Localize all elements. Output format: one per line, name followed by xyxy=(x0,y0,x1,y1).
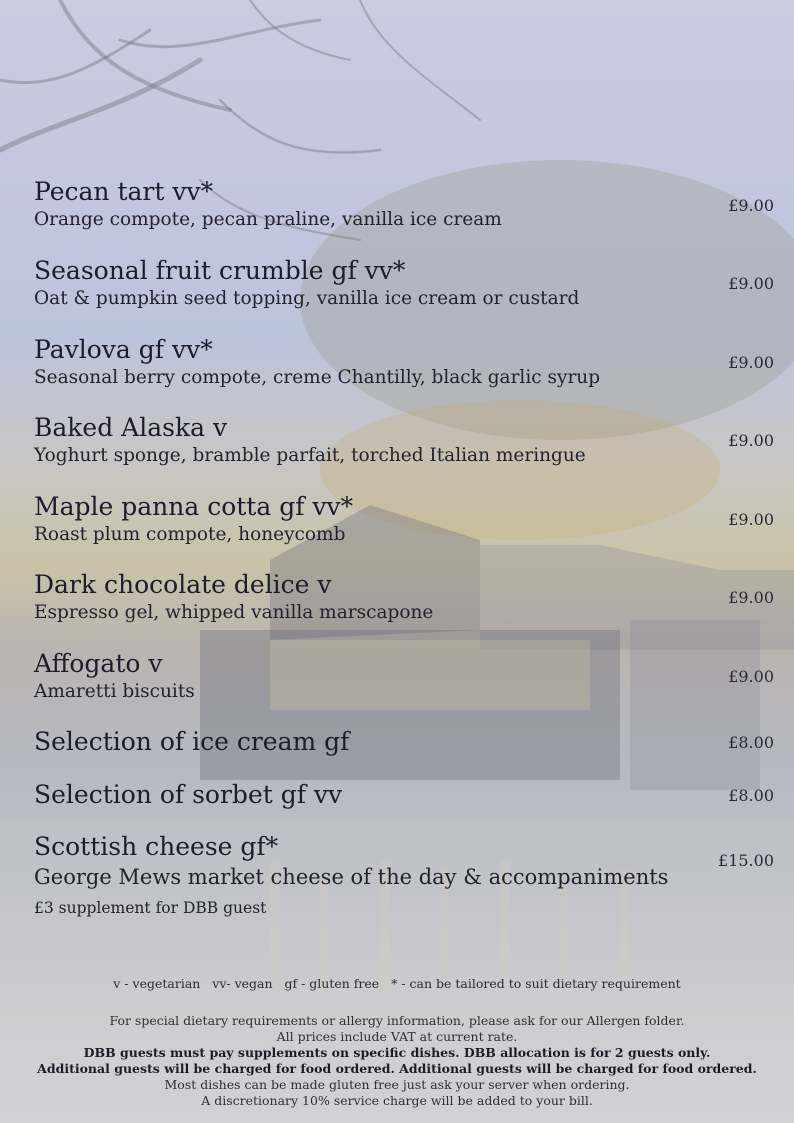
dish-price: £9.00 xyxy=(728,588,774,607)
dish-name: Pavlova gf vv* xyxy=(34,335,213,364)
dish-price: £9.00 xyxy=(728,431,774,450)
menu-item xyxy=(34,570,774,625)
dish-name: Seasonal fruit crumble gf vv* xyxy=(34,256,406,285)
dish-name: Baked Alaska v xyxy=(34,413,228,442)
dish-description: Espresso gel, whipped vanilla marscapone xyxy=(34,602,434,623)
dish-description: Orange compote, pecan praline, vanilla ice cream xyxy=(34,209,502,230)
dish-price: £8.00 xyxy=(728,733,774,752)
dish-description: Oat & pumpkin seed topping, vanilla ice cream or custard xyxy=(34,288,580,309)
dish-name: Maple panna cotta gf vv* xyxy=(34,492,354,521)
dish-price: £9.00 xyxy=(728,667,774,686)
dish-description: George Mews market cheese of the day & accompaniments xyxy=(34,865,669,889)
footer-notes xyxy=(0,1013,794,1109)
dish-description: Amaretti biscuits xyxy=(34,681,195,702)
menu-item xyxy=(34,335,774,390)
dish-name: Pecan tart vv* xyxy=(34,177,214,206)
dish-name: Selection of sorbet gf vv xyxy=(34,780,343,809)
dish-name: Dark chocolate delice v xyxy=(34,570,332,599)
menu-item xyxy=(34,649,774,704)
dbb-note: DBB guests must pay supplements on specific dishes. DBB allocation is for 2 guests only. xyxy=(83,1045,711,1060)
gluten-free-note: Most dishes can be made gluten free just ask your server when ordering. xyxy=(164,1077,630,1092)
additional-guests-note: Additional guests will be charged for food ordered. Additional guests will be charged for food ordered. xyxy=(37,1061,757,1076)
dish-name: Affogato v xyxy=(34,649,163,678)
dish-price: £9.00 xyxy=(728,196,774,215)
dish-price: £8.00 xyxy=(728,786,774,805)
allergen-note: For special dietary requirements or allergy information, please ask for our Allergen folder. xyxy=(109,1013,685,1028)
dietary-legend: v - vegetarian vv- vegan gf - gluten free * - can be tailored to suit dietary requirement xyxy=(113,976,681,991)
vat-note: All prices include VAT at current rate. xyxy=(276,1029,518,1044)
dish-name: Selection of ice cream gf xyxy=(34,727,350,756)
dish-name: Scottish cheese gf* xyxy=(34,832,279,861)
menu-item xyxy=(34,780,774,810)
dish-price: £9.00 xyxy=(728,353,774,372)
menu-item xyxy=(34,727,774,757)
dish-price: £9.00 xyxy=(728,510,774,529)
supplement-note: £3 supplement for DBB guest xyxy=(34,899,267,917)
dish-description: Roast plum compote, honeycomb xyxy=(34,524,346,545)
menu-item xyxy=(34,832,774,919)
menu-item xyxy=(34,177,774,232)
dish-description: Yoghurt sponge, bramble parfait, torched Italian meringue xyxy=(34,445,586,466)
dish-price: £9.00 xyxy=(728,274,774,293)
menu-item xyxy=(34,256,774,311)
dish-price: £15.00 xyxy=(718,851,774,870)
menu-item xyxy=(34,492,774,547)
dish-description: Seasonal berry compote, creme Chantilly, black garlic syrup xyxy=(34,367,601,388)
service-charge-note: A discretionary 10% service charge will be added to your bill. xyxy=(201,1093,593,1108)
menu-item xyxy=(34,413,774,468)
